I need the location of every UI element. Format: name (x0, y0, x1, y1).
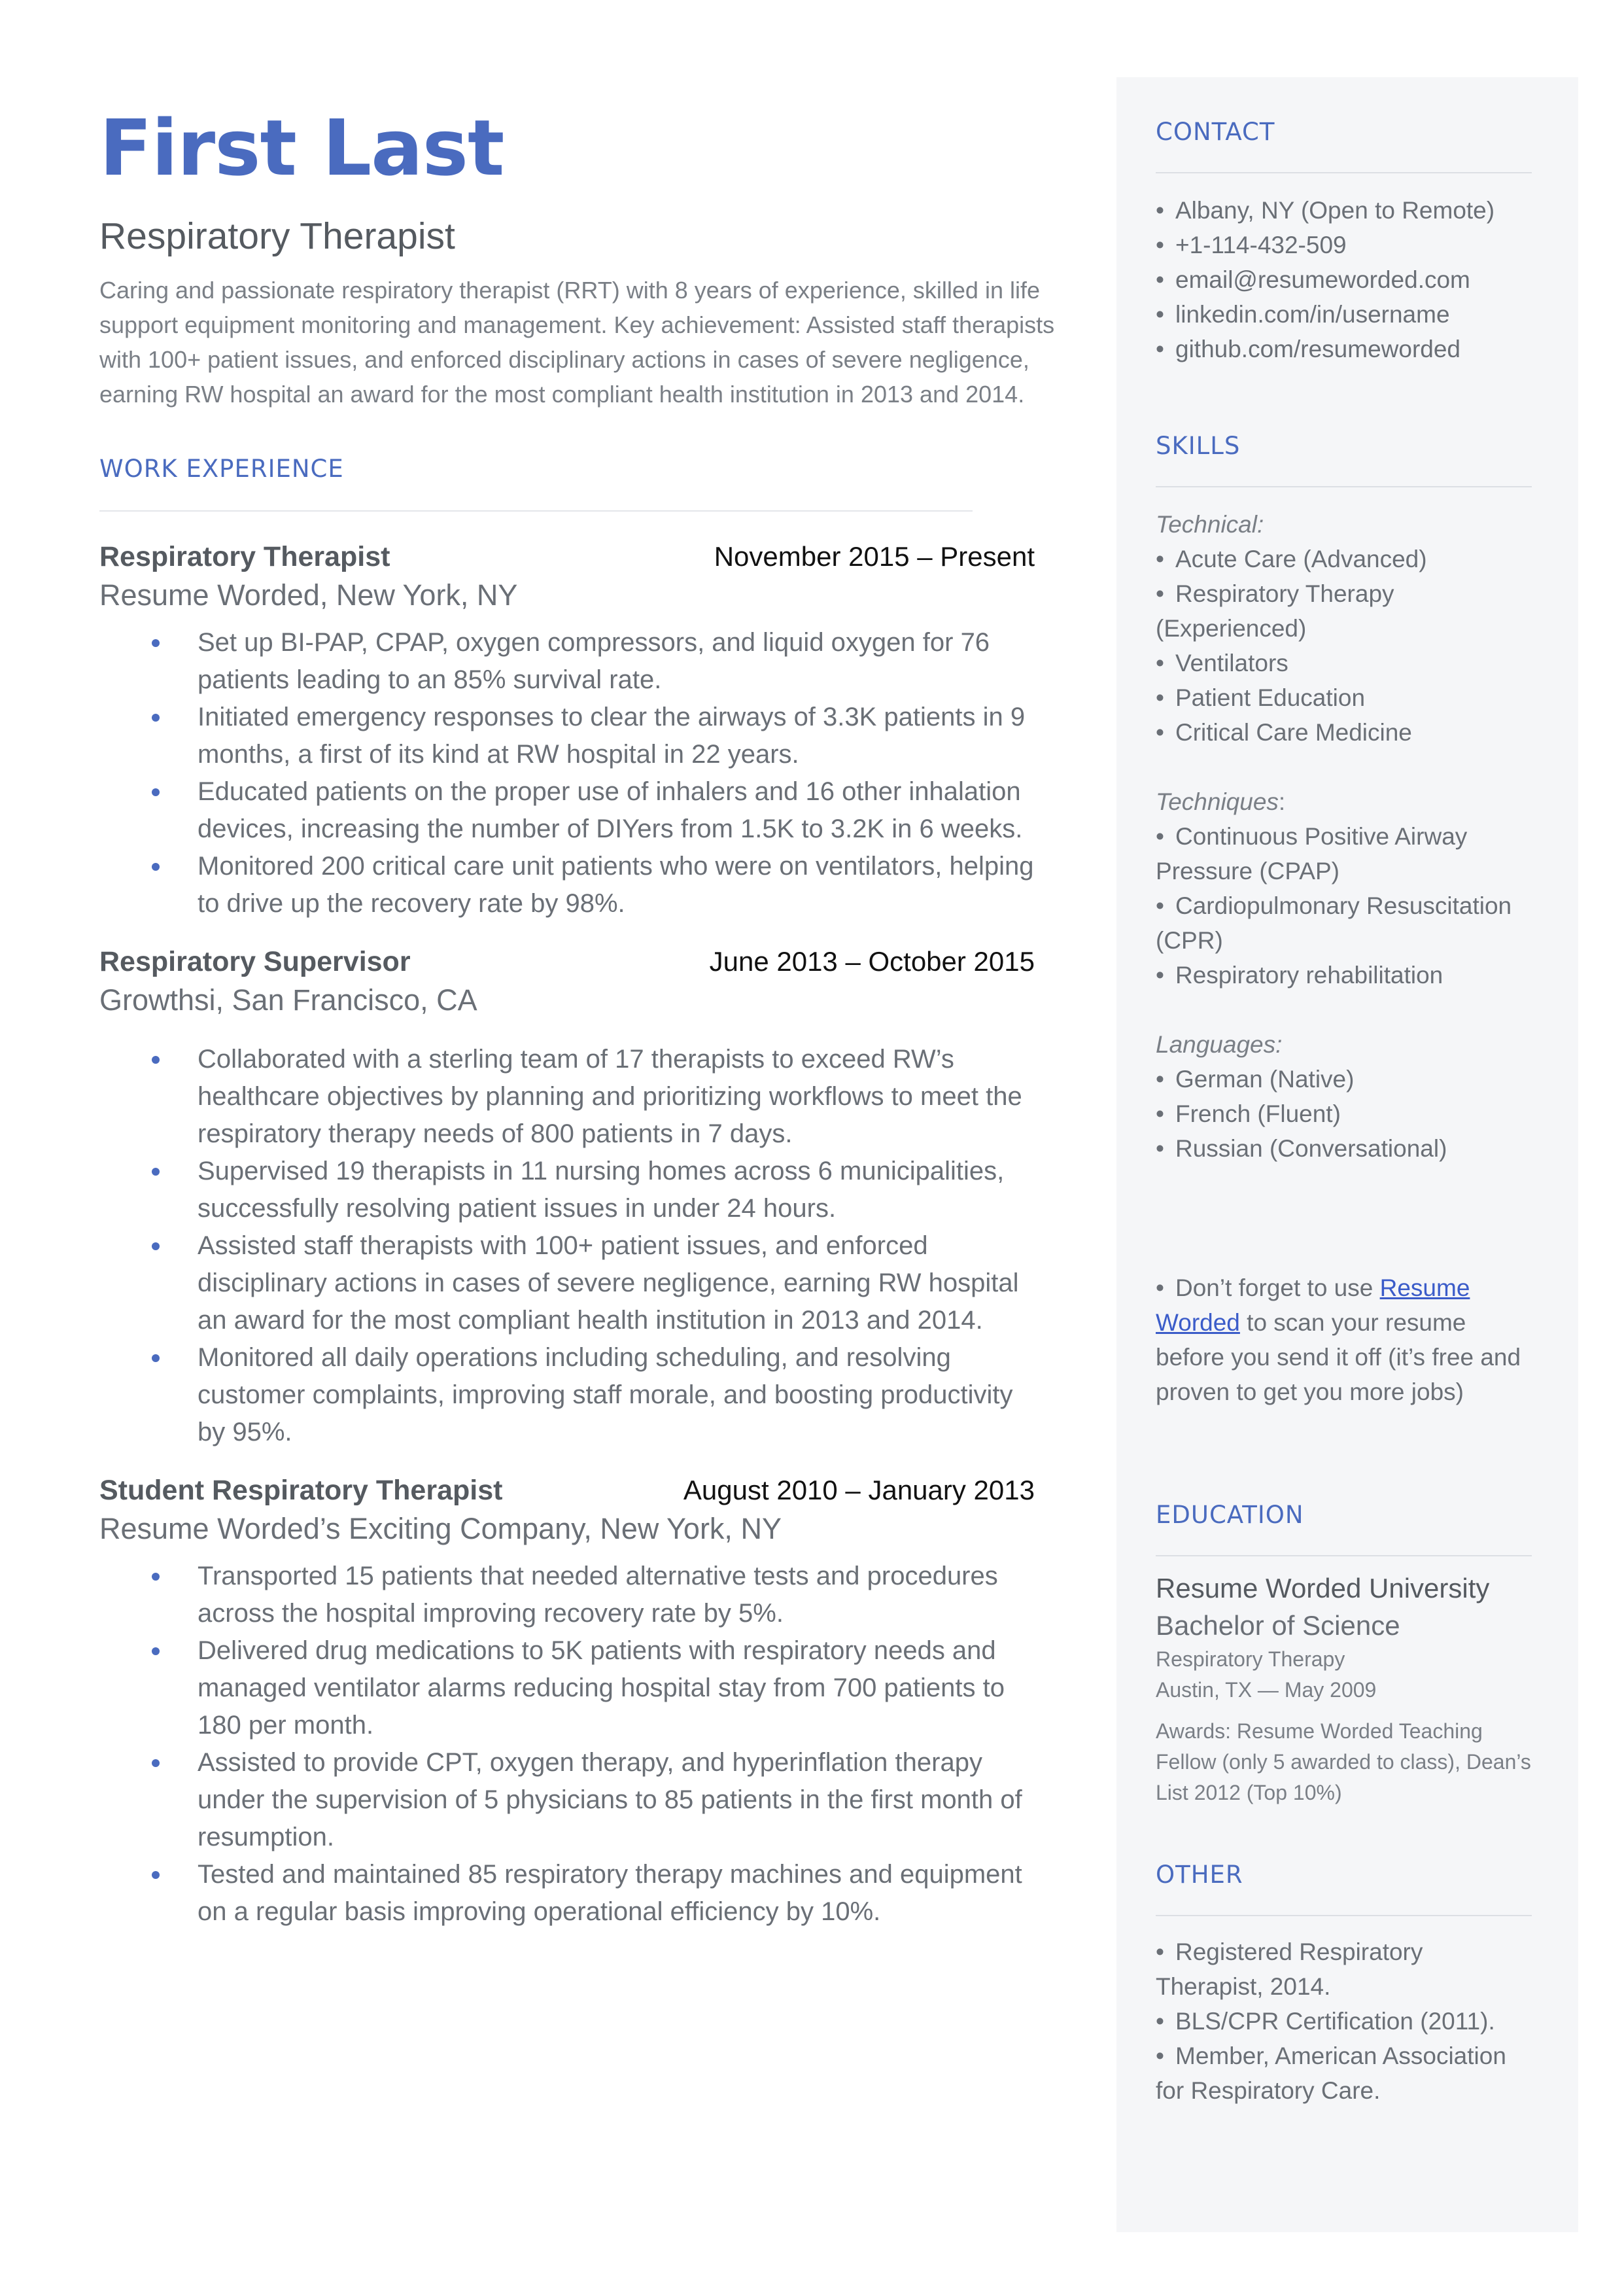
contact-email[interactable] (1156, 262, 1535, 297)
skill-text: Respiratory rehabilitation (1175, 962, 1443, 989)
bullet-icon: • (1156, 650, 1164, 676)
skills-technical-label: Technical: (1156, 511, 1264, 538)
job-title: Respiratory Supervisor (99, 946, 411, 978)
contact-phone (1156, 228, 1535, 262)
job-dates: November 2015 – Present (714, 541, 1035, 572)
skill-text: Patient Education (1175, 684, 1366, 711)
skill-item (1156, 542, 1535, 576)
bullet-icon: • (1156, 1100, 1164, 1127)
job-entry (99, 541, 1080, 922)
bullet-text: Initiated emergency responses to clear the airways of 3.3K patients in 9 months, a first of its kind at RW hospital in 22 years. (198, 703, 1026, 769)
other-item (1156, 2004, 1535, 2039)
skills-languages-list (1156, 1062, 1535, 1166)
skill-item (1156, 888, 1535, 958)
skills-techniques-list (1156, 819, 1535, 992)
education-heading: EDUCATION (1156, 1501, 1304, 1529)
section-divider (1156, 1915, 1532, 1916)
bullet-icon: • (1156, 962, 1164, 989)
other-text: BLS/CPR Certification (2011). (1175, 2008, 1495, 2035)
skill-text: Ventilators (1175, 650, 1288, 676)
job-bullet (99, 848, 1035, 922)
bullet-text: Assisted to provide CPT, oxygen therapy, and hyperinflation therapy under the supervision of 5 physicians to 85 patients in the first month of resumption. (198, 1748, 1022, 1852)
other-text: Member, American Association for Respiratory Care. (1156, 2042, 1506, 2104)
summary: Caring and passionate respiratory therapist (RRT) with 8 years of experience, skilled in life support equipment monitoring and management. Key achievement: Assisted staff therapists with 100+ patient issues, and enforced disciplinary actions in cases of severe negligence, earning RW hospital an award for the most compliant health institution in 2013 and 2014. (99, 277, 1055, 408)
job-bullet (99, 1041, 1035, 1153)
language-item (1156, 1096, 1535, 1131)
skill-text: Respiratory Therapy (Experienced) (1156, 580, 1394, 642)
bullet-icon: • (1156, 546, 1164, 572)
skills-techniques-label (1156, 784, 1535, 819)
job-entry (99, 1475, 1080, 1931)
skills-heading: SKILLS (1156, 432, 1241, 460)
skills-languages-label: Languages: (1156, 1031, 1283, 1058)
job-bullet (99, 1558, 1035, 1632)
bullet-icon: • (1156, 197, 1164, 224)
resume-worded-link[interactable]: Resume Worded (1156, 1274, 1470, 1336)
job-bullet (99, 1153, 1035, 1227)
github-link[interactable]: github.com/resumeworded (1175, 336, 1460, 362)
contact-location (1156, 193, 1535, 228)
bullet-icon: • (1156, 892, 1164, 919)
language-item (1156, 1062, 1535, 1096)
other-text: Registered Respiratory Therapist, 2014. (1156, 1938, 1423, 2000)
job-bullets (99, 1041, 1080, 1451)
education-field: Respiratory Therapy (1156, 1647, 1345, 1671)
bullet-icon: • (1156, 2042, 1164, 2069)
bullet-icon: • (1156, 2008, 1164, 2035)
bullet-text: Assisted staff therapists with 100+ patient issues, and enforced disciplinary actions in cases of severe negligence, earning RW hospital an award for the most compliant health institution in 2013 and 2014. (198, 1231, 1019, 1335)
section-divider (1156, 1555, 1532, 1556)
job-bullet (99, 624, 1035, 699)
bullet-text: Educated patients on the proper use of inhalers and 16 other inhalation devices, increasing the number of DIYers from 1.5K to 3.2K in 6 weeks. (198, 777, 1023, 844)
skill-item (1156, 646, 1535, 680)
job-bullet (99, 773, 1035, 848)
section-divider (99, 510, 973, 512)
job-bullet (99, 1744, 1035, 1856)
skill-item (1156, 576, 1535, 646)
other-list (1156, 1935, 1535, 2108)
skill-item (1156, 680, 1535, 715)
bullet-dot-icon (152, 1242, 160, 1250)
contact-list (1156, 193, 1535, 366)
linkedin-link[interactable]: linkedin.com/in/username (1175, 301, 1450, 328)
skill-text: Continuous Positive Airway Pressure (CPAP) (1156, 823, 1468, 885)
skill-item (1156, 958, 1535, 992)
education-school: Resume Worded University (1156, 1573, 1490, 1603)
bullet-icon: • (1156, 823, 1164, 850)
bullet-text: Transported 15 patients that needed alternative tests and procedures across the hospital improving recovery rate by 5%. (198, 1562, 998, 1628)
job-company: Growthsi, San Francisco, CA (99, 983, 477, 1017)
bullet-dot-icon (152, 863, 160, 871)
contact-linkedin[interactable] (1156, 297, 1535, 332)
education-awards: Awards: Resume Worded Teaching Fellow (only 5 awarded to class), Dean’s List 2012 (Top 10%) (1156, 1719, 1531, 1804)
job-dates: August 2010 – January 2013 (683, 1475, 1035, 1506)
job-dates: June 2013 – October 2015 (709, 946, 1035, 977)
note-prefix: Don’t forget to use (1175, 1274, 1380, 1301)
other-heading: OTHER (1156, 1861, 1243, 1889)
job-title: Respiratory Therapist (99, 541, 390, 573)
bullet-dot-icon (152, 1759, 160, 1767)
bullet-dot-icon (152, 1354, 160, 1362)
bullet-icon: • (1156, 719, 1164, 746)
bullet-icon: • (1156, 1066, 1164, 1093)
job-header (99, 946, 1035, 978)
bullet-dot-icon (152, 1647, 160, 1655)
job-bullet (99, 1339, 1035, 1451)
section-divider (1156, 172, 1532, 173)
bullet-text: Delivered drug medications to 5K patients with respiratory needs and managed ventilator alarms reducing hospital stay from 700 patients to 180 per month. (198, 1636, 1005, 1740)
skill-item (1156, 715, 1535, 750)
skill-text: Acute Care (Advanced) (1175, 546, 1427, 572)
bullet-dot-icon (152, 639, 160, 647)
job-bullets (99, 624, 1080, 922)
job-title: Student Respiratory Therapist (99, 1475, 503, 1507)
sidebar-content (1156, 118, 1535, 2108)
resume-worded-note (1156, 1270, 1535, 1409)
job-header (99, 1475, 1035, 1507)
bullet-text: Collaborated with a sterling team of 17 therapists to exceed RW’s healthcare objectives by planning and prioritizing workflows to meet the respiratory therapy needs of 800 patients in 7 days. (198, 1045, 1022, 1149)
bullet-text: Monitored 200 critical care unit patients who were on ventilators, helping to drive up the recovery rate by 98%. (198, 852, 1034, 919)
bullet-icon: • (1156, 232, 1164, 258)
language-text: German (Native) (1175, 1066, 1355, 1093)
bullet-dot-icon (152, 1871, 160, 1879)
bullet-dot-icon (152, 714, 160, 722)
bullet-dot-icon (152, 1056, 160, 1064)
contact-text: +1-114-432-509 (1175, 232, 1347, 258)
bullet-icon: • (1156, 1938, 1164, 1965)
skill-item (1156, 819, 1535, 888)
language-item (1156, 1131, 1535, 1166)
contact-text: Albany, NY (Open to Remote) (1175, 197, 1495, 224)
other-item (1156, 2039, 1535, 2108)
contact-heading: CONTACT (1156, 118, 1275, 146)
job-bullet (99, 1632, 1035, 1744)
email-link[interactable]: email@resumeworded.com (1175, 266, 1470, 293)
bullet-icon: • (1156, 1135, 1164, 1162)
skills-technical-list (1156, 542, 1535, 750)
sidebar (1116, 77, 1578, 2232)
language-text: Russian (Conversational) (1175, 1135, 1447, 1162)
job-bullets (99, 1558, 1080, 1931)
bullet-dot-icon (152, 788, 160, 796)
section-divider (1156, 486, 1532, 487)
contact-github[interactable] (1156, 332, 1535, 366)
job-bullet (99, 1227, 1035, 1339)
note-suffix: to scan your resume before you send it off (it’s free and proven to get you more jobs) (1156, 1309, 1521, 1405)
education-degree: Bachelor of Science (1156, 1610, 1400, 1641)
candidate-title: Respiratory Therapist (99, 215, 455, 257)
bullet-icon: • (1156, 580, 1164, 607)
techniques-colon: : (1278, 788, 1286, 815)
language-text: French (Fluent) (1175, 1100, 1341, 1127)
bullet-text: Monitored all daily operations including scheduling, and resolving customer complaints, improving staff morale, and boosting productivity by 95%. (198, 1343, 1013, 1447)
bullet-icon: • (1156, 301, 1164, 328)
skill-text: Cardiopulmonary Resuscitation (CPR) (1156, 892, 1512, 954)
job-bullet (99, 699, 1035, 773)
bullet-text: Tested and maintained 85 respiratory therapy machines and equipment on a regular basis improving operational efficiency by 10%. (198, 1860, 1022, 1927)
education-location-date: Austin, TX — May 2009 (1156, 1678, 1377, 1702)
other-item (1156, 1935, 1535, 2004)
bullet-text: Supervised 19 therapists in 11 nursing homes across 6 municipalities, successfully resolving patient issues in under 24 hours. (198, 1157, 1005, 1223)
job-header (99, 541, 1035, 573)
bullet-text: Set up BI-PAP, CPAP, oxygen compressors, and liquid oxygen for 76 patients leading to an 85% survival rate. (198, 628, 990, 695)
bullet-dot-icon (152, 1168, 160, 1176)
job-entry (99, 946, 1080, 1451)
candidate-name: First Last (99, 103, 504, 193)
job-company: Resume Worded, New York, NY (99, 578, 518, 612)
bullet-icon: • (1156, 684, 1164, 711)
bullet-dot-icon (152, 1573, 160, 1581)
techniques-label-text: Techniques (1156, 788, 1279, 815)
job-company: Resume Worded’s Exciting Company, New York, NY (99, 1512, 782, 1546)
main-column (99, 103, 1080, 1931)
job-bullet (99, 1856, 1035, 1931)
skill-text: Critical Care Medicine (1175, 719, 1412, 746)
bullet-icon: • (1156, 336, 1164, 362)
bullet-icon: • (1156, 266, 1164, 293)
bullet-icon: • (1156, 1274, 1164, 1301)
work-experience-heading: WORK EXPERIENCE (99, 455, 344, 483)
